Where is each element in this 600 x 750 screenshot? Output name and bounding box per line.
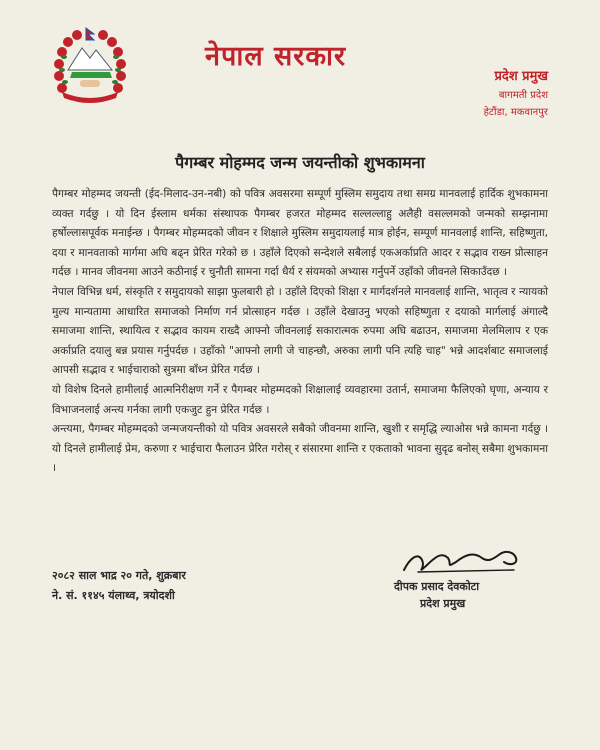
letter-heading: पैगम्बर मोहम्मद जन्म जयन्तीको शुभकामना xyxy=(175,153,425,172)
signature-icon xyxy=(396,540,526,580)
office-title: प्रदेश प्रमुख xyxy=(494,69,548,84)
paragraph: यो विशेष दिनले हामीलाई आत्मनिरीक्षण गर्ने र पैगम्बर मोहम्मदको शिक्षालाई व्यवहारमा उतार्न, समाजमा फैलिएको घृणा, अन्याय र विभाजनलाई अन्त्य गर्नका लागी एकजुट हुन प्रेरित गर्दछ । xyxy=(52,383,548,416)
signer-block xyxy=(394,578,479,612)
province-name: बागमती प्रदेश xyxy=(498,90,548,101)
paragraph: अन्त्यमा, पैगम्बर मोहम्मदको जन्मजयन्तीको यो पवित्र अवसरले सबैको जीवनमा शान्ति, खुशी र समृद्धि ल्याओस भन्ने कामना गर्दछु । यो दिनले हामीलाई प्रेम, करुणा र भाईचारा फैलाउन प्रेरित गरोस् र संसारमा शान्ति र एकताको भावना सुदृढ बनोस् सबैमा शुभकामना । xyxy=(52,423,548,475)
government-emblem-icon xyxy=(52,26,128,106)
date-line: २०८२ साल भाद्र २० गते, शुक्रबार xyxy=(52,569,186,582)
signer-name: दीपक प्रसाद देवकोटा xyxy=(394,580,480,593)
paragraph: पैगम्बर मोहम्मद जयन्ती (ईद-मिलाद-उन-नबी) को पवित्र अवसरमा सम्पूर्ण मुस्लिम समुदाय तथा समग्र मानवलाई हार्दिक शुभकामना व्यक्त गर्दछु । यो दिन ईस्लाम धर्मका संस्थापक पैगम्बर हजरत मोहम्मद सल्लल्लाहु अलैही वसल्लमको जन्मको सम्झनामा हर्षोल्लासपूर्वक मनाईन्छ । पैगम्बर मोहम्मदको जीवन र शिक्षाले मुस्लिम समुदायलाई मात्र होईन, सम्पूर्ण मानवलाई शान्ति, सहिष्णुता, दया र मानवताको मार्गमा अघि बढ्न प्रेरित गरेको छ । उहाँले दिएको सन्देशले सबैलाई एकअर्काप्रति आदर र सद्भाव राख्न प्रोत्साहन गर्दछ । मानव जीवनमा आउने कठीनाई र चुनौती सामना गर्दा धैर्य र संयमको अभ्यास गर्नुपर्ने उहाँको जीवनले सिकाउँदछ । xyxy=(52,188,548,279)
signer-title: प्रदेश प्रमुख xyxy=(420,597,466,610)
paragraph: नेपाल विभिन्न धर्म, संस्कृति र समुदायको साझा फुलबारी हो । उहाँले दिएको शिक्षा र मार्गदर्शनले मानवलाई शान्ति, भातृत्व र न्यायको मुल्य मान्यतामा आधारित समाजको निर्माण गर्न प्रोत्साहन गर्दछ । उहाँले देखाउनु भएको सहिष्णुता र दयाको मार्गलाई अंगाल्दै समाजमा शान्ति, स्थायित्व र सद्भाव कायम राख्दै आफ्नो जीवनलाई सकारात्मक रुपमा अघि बढाउन, समाजमा मेलमिलाप र एक अर्काप्रति दयालु बन्न प्रयास गर्नुपर्दछ । उहाँको "आफ्नो लागी जे चाहन्छौ, अरुका लागी पनि त्यहि चाह" भन्ने आदर्शबाट समाजलाई आपसी सद्भाव र भाईचाराको सुत्रमा बाँध्न प्रेरित गर्दछ । xyxy=(52,285,548,377)
nepal-sambat-date-line: ने. सं. ११४५ यंलाथ्व, त्रयोदशी xyxy=(52,589,175,602)
government-title: नेपाल सरकार xyxy=(205,41,347,72)
office-block xyxy=(484,66,548,118)
office-location: हेटौंडा, मकवानपुर xyxy=(483,107,548,118)
date-block xyxy=(52,566,186,606)
letter-body xyxy=(52,185,548,479)
